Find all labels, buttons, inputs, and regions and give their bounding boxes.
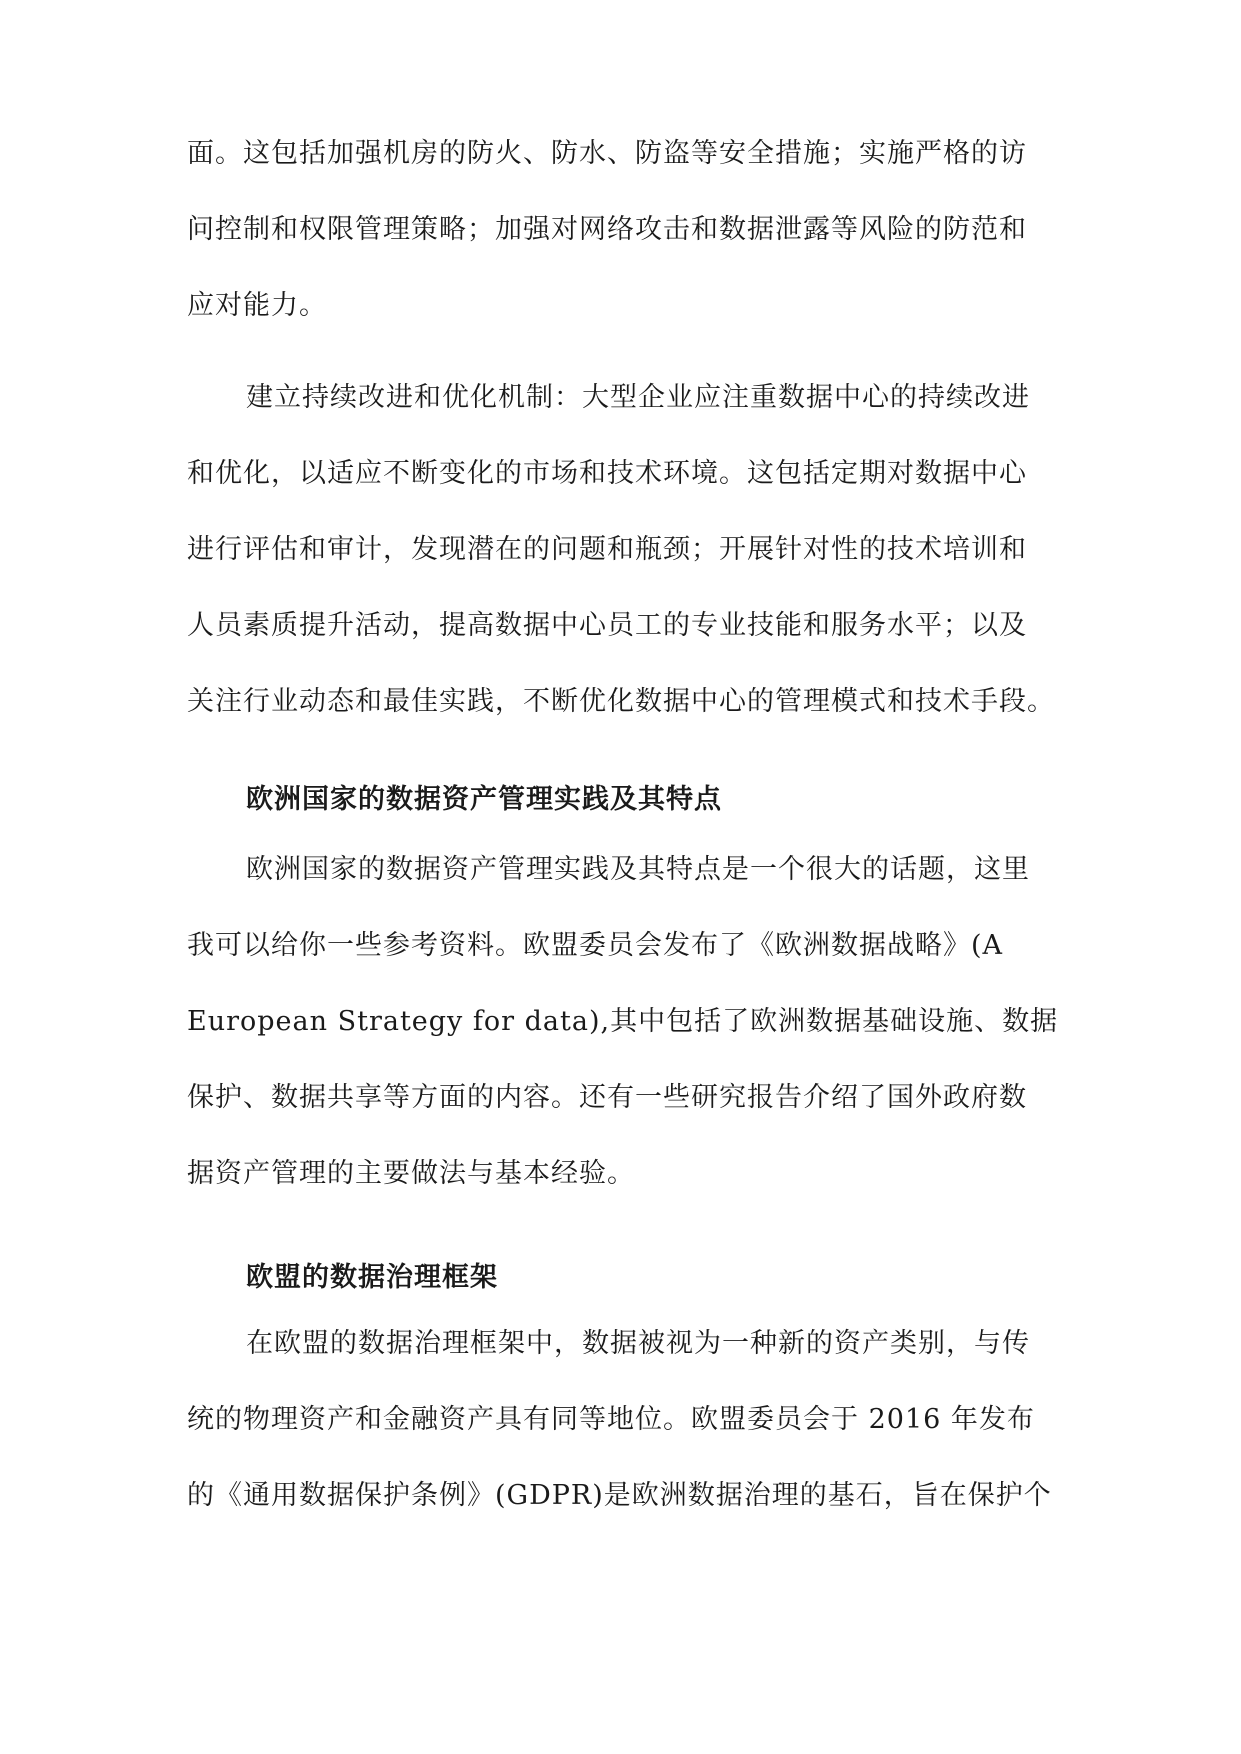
text-line: 的《通用数据保护条例》(GDPR)是欧洲数据治理的基石，旨在保护个 [187, 1480, 1052, 1511]
text-line: 建立持续改进和优化机制：大型企业应注重数据中心的持续改进 [246, 382, 1030, 413]
text-line: 人员素质提升活动，提高数据中心员工的专业技能和服务水平；以及 [187, 610, 1027, 641]
text-line: 欧洲国家的数据资产管理实践及其特点是一个很大的话题，这里 [246, 854, 1030, 885]
section-heading-european-practice: 欧洲国家的数据资产管理实践及其特点 [246, 784, 722, 815]
text-line: 我可以给你一些参考资料。欧盟委员会发布了《欧洲数据战略》(A [187, 930, 1004, 961]
section-heading-eu-governance: 欧盟的数据治理框架 [246, 1262, 498, 1293]
text-line: 据资产管理的主要做法与基本经验。 [187, 1158, 635, 1189]
text-line: 关注行业动态和最佳实践，不断优化数据中心的管理模式和技术手段。 [187, 686, 1055, 717]
paragraph-eu-governance [187, 1306, 1057, 1534]
text-line: 统的物理资产和金融资产具有同等地位。欧盟委员会于 2016 年发布 [187, 1404, 1035, 1435]
text-line: 保护、数据共享等方面的内容。还有一些研究报告介绍了国外政府数 [187, 1082, 1027, 1113]
text-line: European Strategy for data),其中包括了欧洲数据基础设施、数据 [187, 1006, 1059, 1037]
text-line: 问控制和权限管理策略；加强对网络攻击和数据泄露等风险的防范和 [187, 214, 1027, 245]
paragraph-continuous-improvement [187, 360, 1057, 740]
text-line: 面。这包括加强机房的防火、防水、防盗等安全措施；实施严格的访 [187, 138, 1027, 169]
text-line: 应对能力。 [187, 290, 327, 321]
text-line: 和优化，以适应不断变化的市场和技术环境。这包括定期对数据中心 [187, 458, 1027, 489]
text-line: 在欧盟的数据治理框架中，数据被视为一种新的资产类别，与传 [246, 1328, 1030, 1359]
paragraph-european-practice [187, 832, 1057, 1212]
paragraph-security [187, 116, 1057, 344]
text-line: 进行评估和审计，发现潜在的问题和瓶颈；开展针对性的技术培训和 [187, 534, 1027, 565]
